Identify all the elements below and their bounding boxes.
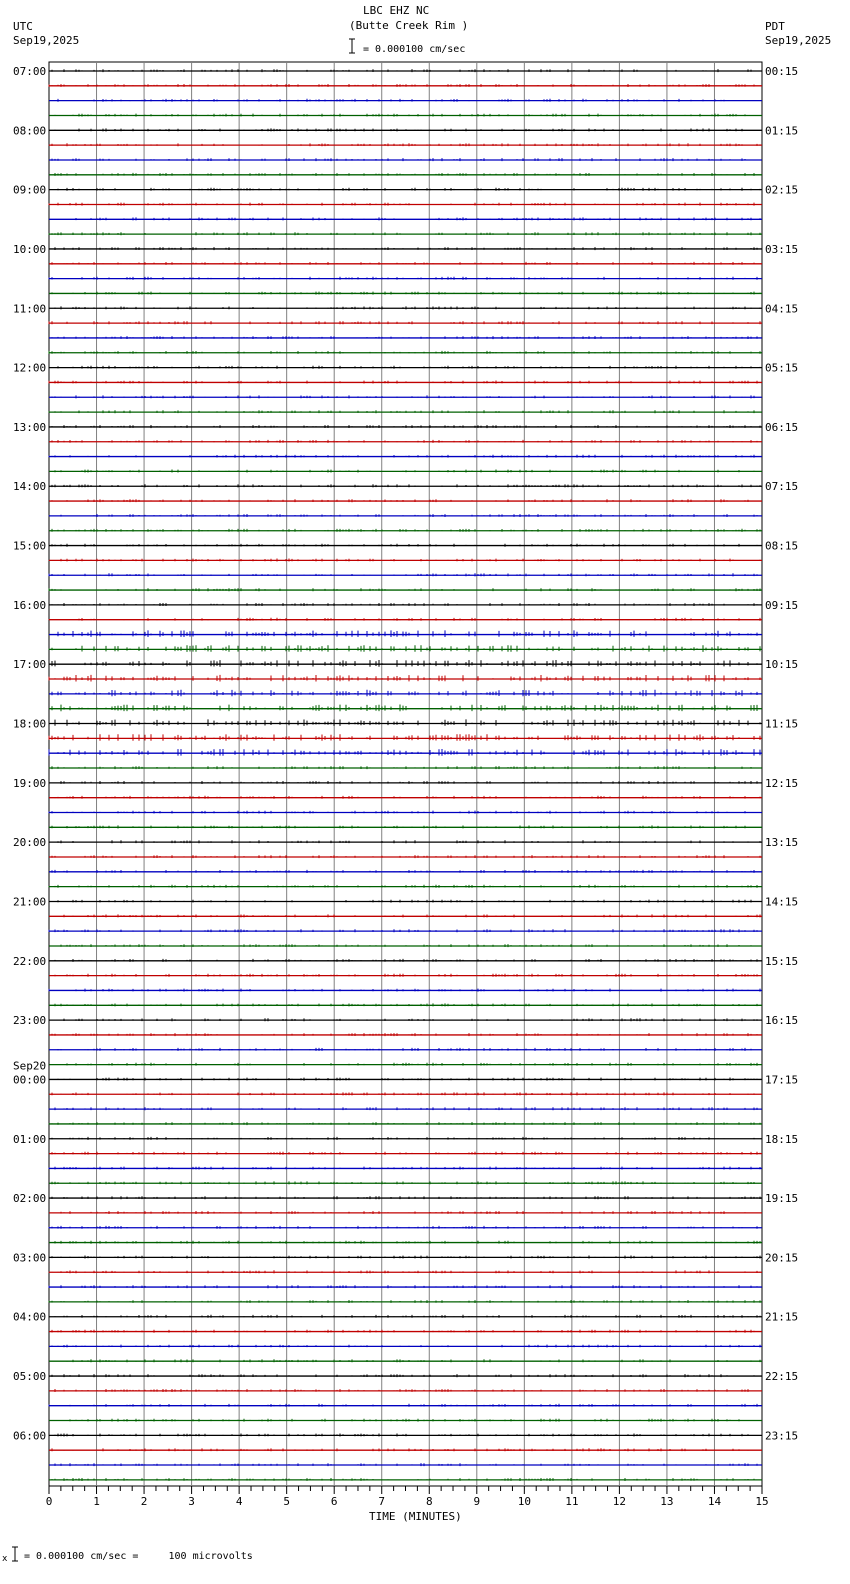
utc-hour-label: 14:00 [13,480,47,494]
x-tick-label: 1 [93,1495,100,1508]
utc-hour-label: 02:00 [13,1192,47,1206]
pdt-time-label: 23:15 [765,1429,799,1443]
utc-hour-label: 17:00 [13,658,47,672]
x-tick-label: 3 [188,1495,195,1508]
pdt-time-label: 16:15 [765,1014,799,1028]
scale-value: = 0.000100 cm/sec [363,44,466,55]
pdt-time-label: 15:15 [765,954,799,968]
trace-noise [52,705,757,712]
trace-noise [49,719,760,726]
x-tick-label: 4 [235,1495,243,1508]
x-tick-label: 15 [755,1495,769,1508]
utc-hour-label: 21:00 [13,895,47,909]
station-title: LBC EHZ NC [363,4,430,17]
pdt-time-label: 07:15 [765,480,799,494]
utc-hour-label: 08:00 [13,124,47,138]
footer-scale-note: = 0.000100 cm/sec = 100 microvolts [24,1551,253,1562]
utc-hour-label: 12:00 [13,361,47,375]
x-tick-label: 12 [612,1495,627,1508]
trace-noise [49,749,760,756]
trace-noise [49,734,760,741]
utc-hour-label: 22:00 [13,954,47,968]
pdt-time-label: 03:15 [765,242,799,256]
pdt-time-label: 06:15 [765,420,799,434]
x-tick-label: 11 [565,1495,579,1508]
trace-noise [52,690,757,697]
utc-hour-label: 07:00 [13,65,47,78]
x-tick-label: 7 [378,1495,386,1508]
site-name: (Butte Creek Rim ) [349,19,469,32]
pdt-time-label: 14:15 [765,895,799,909]
x-tick-label: 5 [283,1495,290,1508]
pdt-time-label: 01:15 [765,124,799,138]
left-timezone-label: UTC [13,20,33,33]
x-tick-label: 2 [140,1495,148,1508]
utc-hour-label: 11:00 [13,302,47,316]
utc-hour-label: 00:00 [13,1073,47,1087]
pdt-time-label: 20:15 [765,1251,799,1265]
pdt-time-label: 13:15 [765,836,799,850]
x-tick-label: 0 [45,1495,53,1508]
utc-hour-label: 04:00 [13,1310,47,1324]
utc-hour-label: 01:00 [13,1132,47,1146]
date-change-label: Sep20 [13,1059,47,1073]
pdt-time-label: 05:15 [765,361,799,375]
pdt-time-label: 02:15 [765,183,799,197]
utc-hour-label: 19:00 [13,776,47,790]
utc-hour-label: 15:00 [13,539,47,553]
trace-noise [52,660,757,667]
trace-noise [49,675,760,682]
pdt-time-label: 00:15 [765,65,799,78]
right-timezone-label: PDT [765,20,785,33]
utc-hour-label: 03:00 [13,1251,47,1265]
utc-hour-label: 18:00 [13,717,47,731]
x-tick-label: 13 [660,1495,674,1508]
trace-noise [52,1092,754,1095]
pdt-time-label: 11:15 [765,717,799,731]
utc-hour-label: 23:00 [13,1014,47,1028]
utc-hour-label: 20:00 [13,836,47,850]
utc-hour-label: 10:00 [13,242,47,256]
utc-hour-label: 05:00 [13,1370,47,1384]
utc-hour-label: 13:00 [13,420,47,434]
pdt-time-label: 19:15 [765,1192,799,1206]
x-tick-label: 14 [707,1495,722,1508]
pdt-time-label: 17:15 [765,1073,799,1087]
x-tick-label: 6 [330,1495,338,1508]
pdt-time-label: 08:15 [765,539,799,553]
footer-corner-mark: x [2,1554,8,1564]
utc-hour-label: 16:00 [13,598,47,612]
pdt-time-label: 10:15 [765,658,799,672]
pdt-time-label: 21:15 [765,1310,799,1324]
x-tick-label: 10 [517,1495,531,1508]
left-date-label: Sep19,2025 [13,34,80,47]
pdt-time-label: 22:15 [765,1370,799,1384]
utc-hour-label: 09:00 [13,183,47,197]
right-date-label: Sep19,2025 [765,34,832,47]
x-tick-label: 8 [425,1495,433,1508]
trace-noise [58,630,757,637]
pdt-time-label: 12:15 [765,776,799,790]
pdt-time-label: 18:15 [765,1132,799,1146]
x-axis-title: TIME (MINUTES) [369,1510,462,1523]
trace-noise [49,645,760,652]
pdt-time-label: 09:15 [765,598,799,612]
x-tick-label: 9 [473,1495,481,1508]
pdt-time-label: 04:15 [765,302,799,316]
footer-scale-bar-icon [10,1546,20,1562]
utc-hour-label: 06:00 [13,1429,47,1443]
